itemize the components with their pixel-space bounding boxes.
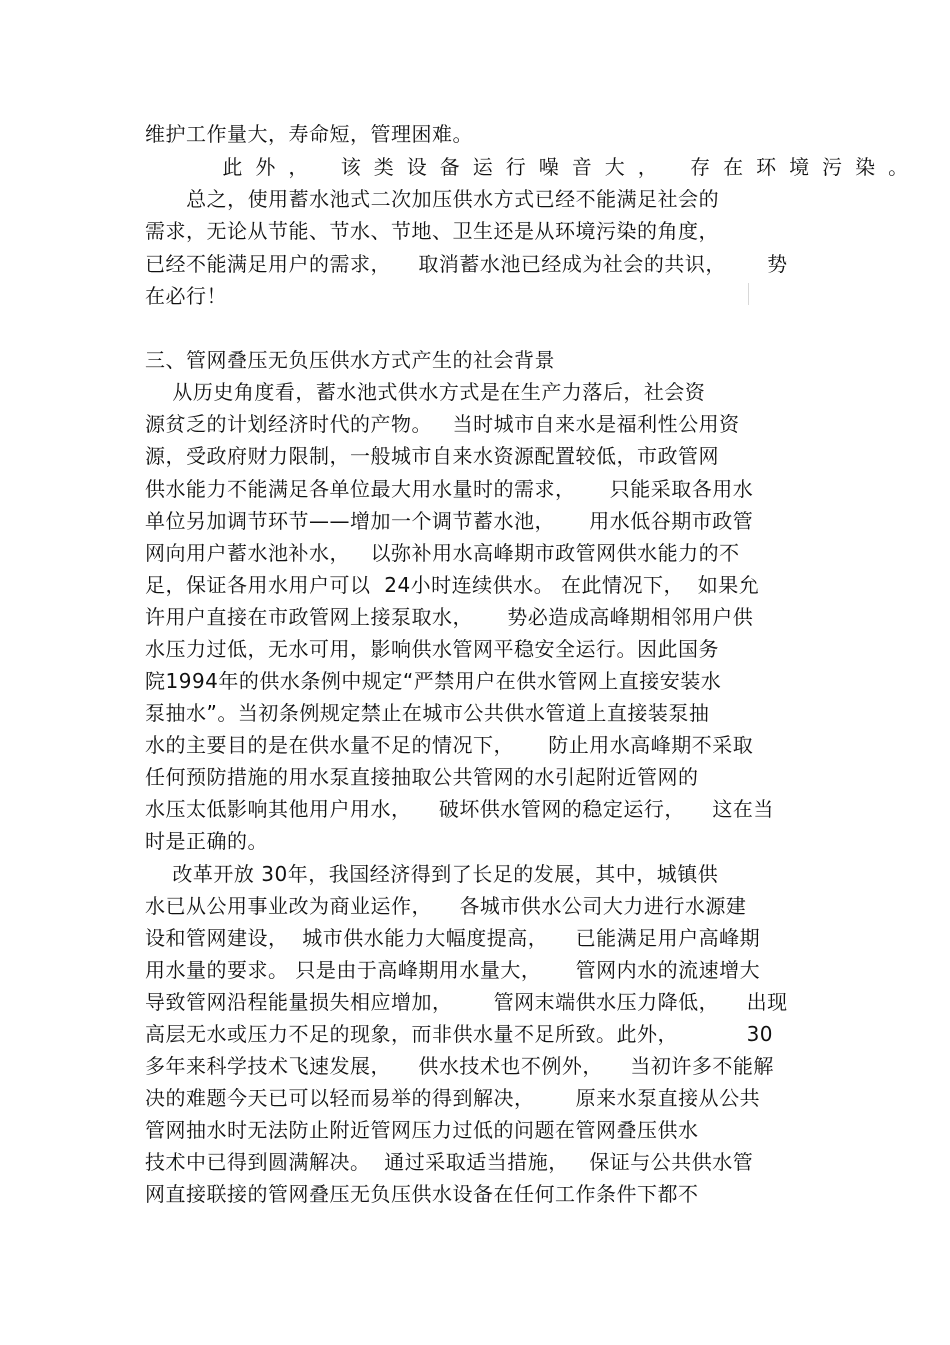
section-heading: 三、管网叠压无负压供水方式产生的社会背景 [145,348,555,372]
text-line-5: 已经不能满足用户的需求， 取消蓄水池已经成为社会的共识， 势 [145,252,788,276]
text-line-29: 多年来科学技术飞速发展， 供水技术也不例外， 当初许多不能解 [145,1054,774,1078]
text-line-23: 改革开放 30年，我国经济得到了长足的发展，其中，城镇供 [145,862,719,886]
text-line-8: 从历史角度看，蓄水池式供水方式是在生产力落后，社会资 [145,380,706,404]
text-line-31: 管网抽水时无法防止附近管网压力过低的问题在管网叠压供水 [145,1118,699,1142]
text-line-33: 网直接联接的管网叠压无负压供水设备在任何工作条件下都不 [145,1182,699,1206]
text-line-21: 水压太低影响其他用户用水， 破坏供水管网的稳定运行， 这在当 [145,797,774,821]
text-line-19: 水的主要目的是在供水量不足的情况下， 防止用水高峰期不采取 [145,733,754,757]
text-line-17: 院1994年的供水条例中规定“严禁用户在供水管网上直接安装水 [145,669,722,693]
text-line-13: 网向用户蓄水池补水， 以弥补用水高峰期市政管网供水能力的不 [145,541,740,565]
text-line-11: 供水能力不能满足各单位最大用水量时的需求， 只能采取各用水 [145,477,754,501]
text-line-1: 维护工作量大，寿命短，管理困难。 [145,122,473,146]
margin-mark [748,283,749,305]
text-line-20: 任何预防措施的用水泵直接抽取公共管网的水引起附近管网的 [145,765,699,789]
text-line-18: 泵抽水”。当初条例规定禁止在城市公共供水管道上直接装泵抽 [145,701,710,725]
text-line-12: 单位另加调节环节——增加一个调节蓄水池， 用水低谷期市政管 [145,509,754,533]
text-line-32: 技术中已得到圆满解决。 通过采取适当措施， 保证与公共供水管 [145,1150,754,1174]
text-line-24: 水已从公用事业改为商业运作， 各城市供水公司大力进行水源建 [145,894,747,918]
text-line-15: 许用户直接在市政管网上接泵取水， 势必造成高峰期相邻用户供 [145,605,754,629]
text-line-6: 在必行！ [145,284,227,308]
text-line-2: 此外， 该类设备运行噪音大， 存在环境污染。 [145,155,922,179]
text-line-9: 源贫乏的计划经济时代的产物。 当时城市自来水是福利性公用资 [145,412,740,436]
text-line-26: 用水量的要求。 只是由于高峰期用水量大， 管网内水的流速增大 [145,958,761,982]
text-line-30: 决的难题今天已可以轻而易举的得到解决， 原来水泵直接从公共 [145,1086,761,1110]
text-line-27: 导致管网沿程能量损失相应增加， 管网末端供水压力降低， 出现 [145,990,788,1014]
text-line-4: 需求，无论从节能、节水、节地、卫生还是从环境污染的角度， [145,219,719,243]
text-line-25: 设和管网建设， 城市供水能力大幅度提高， 已能满足用户高峰期 [145,926,761,950]
text-line-14: 足，保证各用水用户可以 24小时连续供水。 在此情况下， 如果允 [145,573,760,597]
text-line-16: 水压力过低，无水可用，影响供水管网平稳安全运行。因此国务 [145,637,719,661]
text-line-10: 源，受政府财力限制，一般城市自来水资源配置较低，市政管网 [145,444,719,468]
text-line-3: 总之，使用蓄水池式二次加压供水方式已经不能满足社会的 [145,187,720,211]
text-line-22: 时是正确的。 [145,829,268,853]
text-line-28: 高层无水或压力不足的现象，而非供水量不足所致。此外， 30 [145,1022,774,1046]
